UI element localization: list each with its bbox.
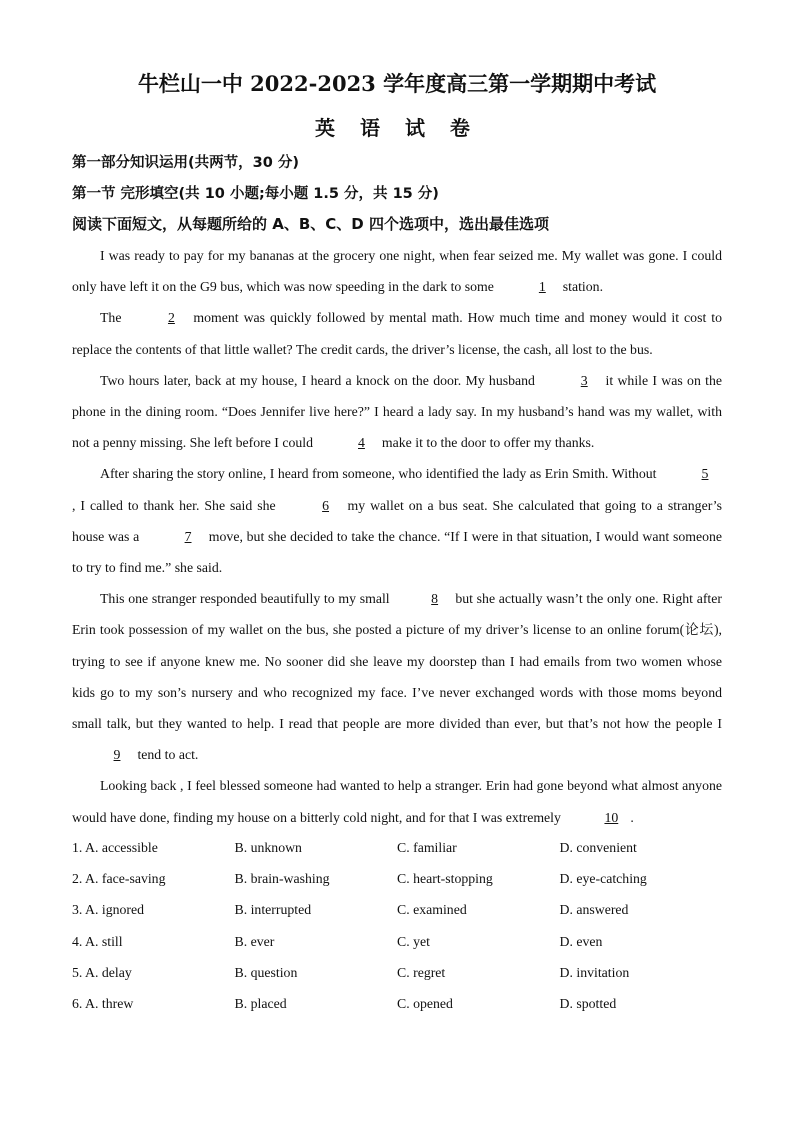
instruction-text: 阅读下面短文，从每题所给的 A、B、C、D 四个选项中，选出最佳选项	[72, 215, 549, 233]
option-d: D. spotted	[559, 995, 617, 1011]
option-a: 4. A. still	[72, 933, 123, 949]
paragraph-text: This one stranger responded beautifully to my small	[100, 591, 390, 607]
blank-5: 5	[701, 466, 709, 482]
option-b: B. ever	[234, 933, 275, 949]
option-a: 2. A. face-saving	[72, 871, 166, 887]
paragraph-text: .	[630, 809, 634, 825]
option-d: D. invitation	[559, 964, 630, 980]
paragraph-text: it while I was on the phone in the dining room. “Does Jennifer live here?” I heard a lady say. In my husband’s hand was my wallet, with not a penny missing. She left before I could	[72, 372, 723, 451]
option-a: 3. A. ignored	[72, 902, 145, 918]
option-row	[72, 957, 722, 988]
paragraph-text: After sharing the story online, I heard from someone, who identified the lady as Erin Smith. Without	[100, 466, 660, 482]
option-d: D. eye-catching	[559, 871, 647, 887]
option-c: C. examined	[397, 902, 467, 918]
answer-options	[72, 832, 722, 1019]
blank-10: 10	[604, 809, 619, 825]
paragraph-text: The	[100, 310, 127, 326]
option-row	[72, 894, 722, 925]
exam-title: 牛栏山一中 2022-2023 学年度高三第一学期期中考试	[137, 71, 657, 96]
option-b: B. interrupted	[234, 902, 312, 918]
blank-8: 8	[431, 591, 439, 607]
option-a: 5. A. delay	[72, 964, 132, 980]
paragraph-text: make it to the door to offer my thanks.	[378, 435, 595, 451]
paragraph-3	[72, 365, 722, 459]
option-c: C. heart-stopping	[397, 871, 493, 887]
paragraph-4	[72, 458, 722, 583]
option-b: B. placed	[234, 995, 287, 1011]
paragraph-text: Looking back , I feel blessed someone had wanted to help a stranger. Erin had gone beyond what almost anyone would have done, finding my house on a bitterly cold night, and for that I was extremely	[72, 778, 722, 825]
option-row	[72, 988, 722, 1019]
option-c: C. opened	[397, 995, 453, 1011]
blank-1: 1	[538, 279, 546, 295]
option-row	[72, 832, 722, 863]
option-row	[72, 926, 722, 957]
paragraph-text: move, but she decided to take the chance. “If I were in that situation, I would want someone to try to find me.” she said.	[72, 528, 723, 576]
paragraph-text: Two hours later, back at my house, I heard a knock on the door. My husband	[100, 372, 540, 388]
option-d: D. answered	[559, 902, 629, 918]
paragraph-text: I was ready to pay for my bananas at the grocery one night, when fear seized me. My wallet was gone. I could only have left it on the G9 bus, which was now speeding in the dark to some	[72, 248, 722, 295]
option-b: B. question	[234, 964, 298, 980]
blank-6: 6	[322, 497, 330, 513]
paragraph-6	[72, 770, 722, 832]
paragraph-text: my wallet on a bus seat. She calculated that going to a stranger’s house was a	[72, 497, 722, 544]
option-row	[72, 863, 722, 894]
paragraph-2	[72, 302, 722, 364]
blank-9: 9	[113, 747, 121, 763]
paragraph-text: but she actually wasn’t the only one. Right after Erin took possession of my wallet on the bus, she posted a picture of my driver’s license to an online forum(论坛), trying to see if anyone knew me. No sooner did she leave my doorstep than I had emails from two women whose kids go to my son’s nursery and who recognized my face. I’ve never exchanged words with those moms beyond small talk, but they wanted to help. I read that people are more divided than ever, but that’s not how the people I	[72, 591, 722, 732]
paragraph-text: station.	[559, 279, 604, 295]
option-b: B. brain-washing	[234, 871, 330, 887]
option-b: B. unknown	[234, 840, 302, 855]
section-heading: 第一节 完形填空(共 10 小题;每小题 1.5 分，共 15 分)	[72, 186, 439, 202]
paragraph-text: moment was quickly followed by mental math. How much time and money would it cost to replace the contents of that little wallet? The credit cards, the driver’s license, the cash, all lost to the bus.	[72, 310, 722, 357]
part-heading: 第一部分知识运用(共两节，30 分)	[72, 155, 299, 171]
option-c: C. familiar	[397, 840, 457, 855]
exam-subtitle: 英 语 试 卷	[315, 116, 479, 140]
blank-4: 4	[358, 435, 365, 451]
paragraph-text: , I called to thank her. She said she	[72, 497, 281, 513]
option-d: D. even	[559, 933, 603, 949]
paragraph-5	[72, 583, 722, 770]
blank-7: 7	[184, 528, 192, 544]
option-a: 1. A. accessible	[72, 840, 158, 855]
cloze-passage	[72, 240, 722, 833]
blank-3: 3	[580, 372, 588, 388]
paragraph-1	[72, 240, 722, 302]
option-c: C. regret	[397, 964, 446, 980]
blank-2: 2	[167, 310, 175, 326]
paragraph-text: tend to act.	[134, 747, 199, 763]
option-d: D. convenient	[559, 840, 637, 855]
option-c: C. yet	[397, 933, 430, 949]
option-a: 6. A. threw	[72, 995, 134, 1011]
